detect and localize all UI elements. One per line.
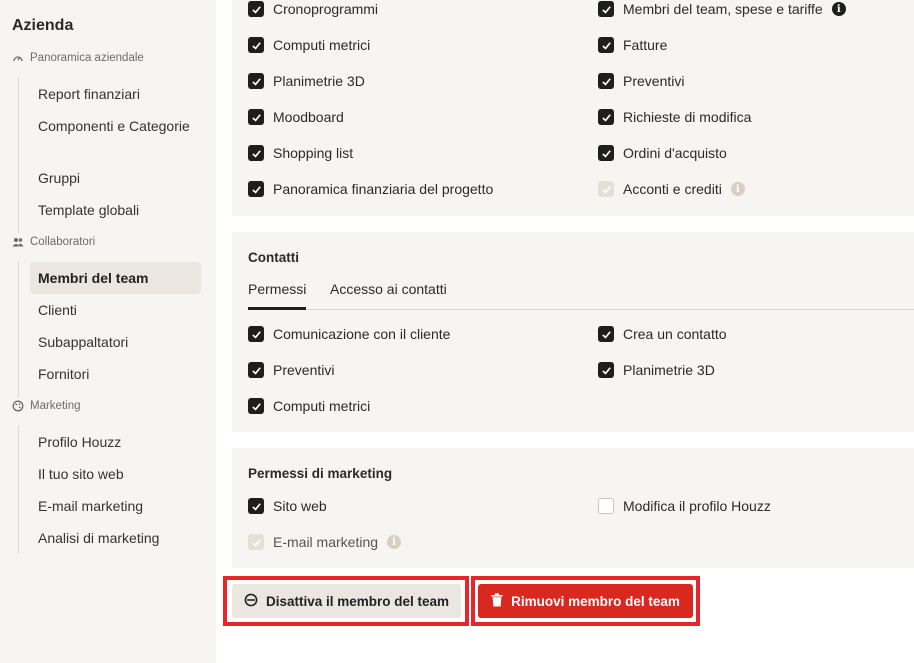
perm-crea-contatto[interactable] [598, 326, 727, 342]
section-label: Collaboratori [30, 236, 96, 248]
perm-preventivi[interactable] [598, 73, 684, 89]
perm-panoramica-finanziaria[interactable] [248, 181, 493, 197]
sidebar-item-analisi-marketing[interactable]: Analisi di marketing [38, 530, 160, 546]
checkbox-checked[interactable] [248, 109, 264, 125]
tab-permessi[interactable]: Permessi [248, 280, 306, 310]
checkbox-checked[interactable] [248, 37, 264, 53]
sidebar-item-email-marketing[interactable]: E-mail marketing [38, 498, 144, 514]
sidebar-title: Azienda [12, 17, 74, 34]
contacts-tabs [248, 280, 914, 310]
perm-label: Moodboard [273, 109, 344, 125]
people-icon [12, 236, 24, 248]
checkbox-checked[interactable] [248, 398, 264, 414]
info-icon[interactable]: i [832, 2, 846, 16]
group-collaboratori [18, 261, 204, 397]
perm-email-marketing [248, 534, 401, 550]
perm-label: Computi metrici [273, 37, 371, 53]
checkbox-checked[interactable] [598, 326, 614, 342]
ban-icon [244, 593, 258, 610]
section-label: Panoramica aziendale [30, 52, 144, 64]
sidebar-item-gruppi[interactable]: Gruppi [38, 170, 81, 186]
palette-icon [12, 400, 24, 412]
perm-label: Planimetrie 3D [623, 362, 715, 378]
checkbox-checked[interactable] [598, 109, 614, 125]
section-panoramica-aziendale[interactable] [12, 52, 144, 64]
perm-ordini-acquisto[interactable] [598, 145, 727, 161]
sidebar-item-profilo-houzz[interactable]: Profilo Houzz [38, 434, 122, 450]
perm-modifica-profilo-houzz[interactable] [598, 498, 771, 514]
deactivate-member-button[interactable] [232, 584, 461, 618]
sidebar [0, 0, 216, 663]
tab-accesso-contatti[interactable]: Accesso ai contatti [330, 281, 447, 297]
checkbox-checked[interactable] [248, 145, 264, 161]
perm-label: Modifica il profilo Houzz [623, 498, 771, 514]
perm-label: Comunicazione con il cliente [273, 326, 451, 342]
checkbox-checked[interactable] [248, 326, 264, 342]
group-panoramica [18, 77, 204, 233]
perm-planimetrie-3d[interactable] [248, 73, 365, 89]
checkbox-checked[interactable] [248, 73, 264, 89]
perm-moodboard[interactable] [248, 109, 344, 125]
dashboard-icon [12, 52, 24, 64]
perm-label: Fatture [623, 37, 668, 53]
checkbox-checked-disabled [598, 181, 614, 197]
perm-acconti-crediti [598, 181, 745, 197]
checkbox-checked[interactable] [598, 145, 614, 161]
perm-membri-spese-tariffe[interactable] [598, 1, 846, 17]
perm-label: Crea un contatto [623, 326, 727, 342]
perm-computi-metrici[interactable] [248, 37, 370, 53]
deactivate-label: Disattiva il membro del team [265, 593, 450, 609]
perm-label: Planimetrie 3D [273, 73, 365, 89]
perm-label: Computi metrici [273, 398, 371, 414]
sidebar-item-componenti-categorie[interactable]: Componenti e Categorie [38, 118, 190, 134]
section-marketing[interactable] [12, 400, 81, 412]
perm-label: Cronoprogrammi [273, 1, 379, 17]
checkbox-checked[interactable] [248, 362, 264, 378]
trash-icon [491, 593, 503, 610]
sidebar-item-template-globali[interactable]: Template globali [38, 202, 140, 218]
info-icon[interactable]: i [387, 535, 401, 549]
perm-label: Ordini d'acquisto [623, 145, 727, 161]
checkbox-checked[interactable] [598, 37, 614, 53]
remove-label: Rimuovi membro del team [511, 593, 680, 609]
perm-label: Panoramica finanziaria del progetto [273, 181, 494, 197]
perm-contatti-computi-metrici[interactable] [248, 398, 370, 414]
perm-sito-web[interactable] [248, 498, 327, 514]
perm-contatti-planimetrie-3d[interactable] [598, 362, 715, 378]
checkbox-checked[interactable] [598, 73, 614, 89]
contacts-card [232, 232, 914, 432]
marketing-permissions-card [232, 448, 914, 568]
perm-label: Sito web [273, 498, 327, 514]
section-collaboratori[interactable] [12, 236, 95, 248]
marketing-title: Permessi di marketing [248, 466, 393, 481]
checkbox-checked[interactable] [248, 1, 264, 17]
remove-member-button[interactable] [478, 584, 693, 618]
perm-label: Shopping list [273, 145, 354, 161]
perm-richieste-modifica[interactable] [598, 109, 751, 125]
perm-comunicazione-cliente[interactable] [248, 326, 450, 342]
sidebar-item-subappaltatori[interactable]: Subappaltatori [38, 334, 129, 350]
project-permissions-card [232, 0, 914, 216]
checkbox-unchecked[interactable] [598, 498, 614, 514]
checkbox-checked-disabled [248, 534, 264, 550]
perm-shopping-list[interactable] [248, 145, 353, 161]
group-marketing [18, 425, 204, 553]
checkbox-checked[interactable] [248, 498, 264, 514]
checkbox-checked[interactable] [598, 362, 614, 378]
sidebar-item-membri-del-team[interactable]: Membri del team [30, 262, 201, 294]
contacts-title: Contatti [248, 250, 299, 265]
sidebar-item-sito-web[interactable]: Il tuo sito web [38, 466, 124, 482]
info-icon[interactable]: i [731, 182, 745, 196]
perm-label: Preventivi [273, 362, 335, 378]
sidebar-item-fornitori[interactable]: Fornitori [38, 366, 90, 382]
perm-cronoprogrammi[interactable] [248, 1, 378, 17]
perm-label: E-mail marketing [273, 534, 379, 550]
perm-label: Preventivi [623, 73, 685, 89]
checkbox-checked[interactable] [598, 1, 614, 17]
section-label: Marketing [30, 400, 81, 412]
perm-contatti-preventivi[interactable] [248, 362, 334, 378]
checkbox-checked[interactable] [248, 181, 264, 197]
sidebar-item-report-finanziari[interactable]: Report finanziari [38, 86, 140, 102]
perm-label: Acconti e crediti [623, 181, 722, 197]
perm-label: Richieste di modifica [623, 109, 752, 125]
sidebar-item-clienti[interactable]: Clienti [38, 302, 77, 318]
perm-label: Membri del team, spese e tariffe [623, 1, 823, 17]
perm-fatture[interactable] [598, 37, 667, 53]
